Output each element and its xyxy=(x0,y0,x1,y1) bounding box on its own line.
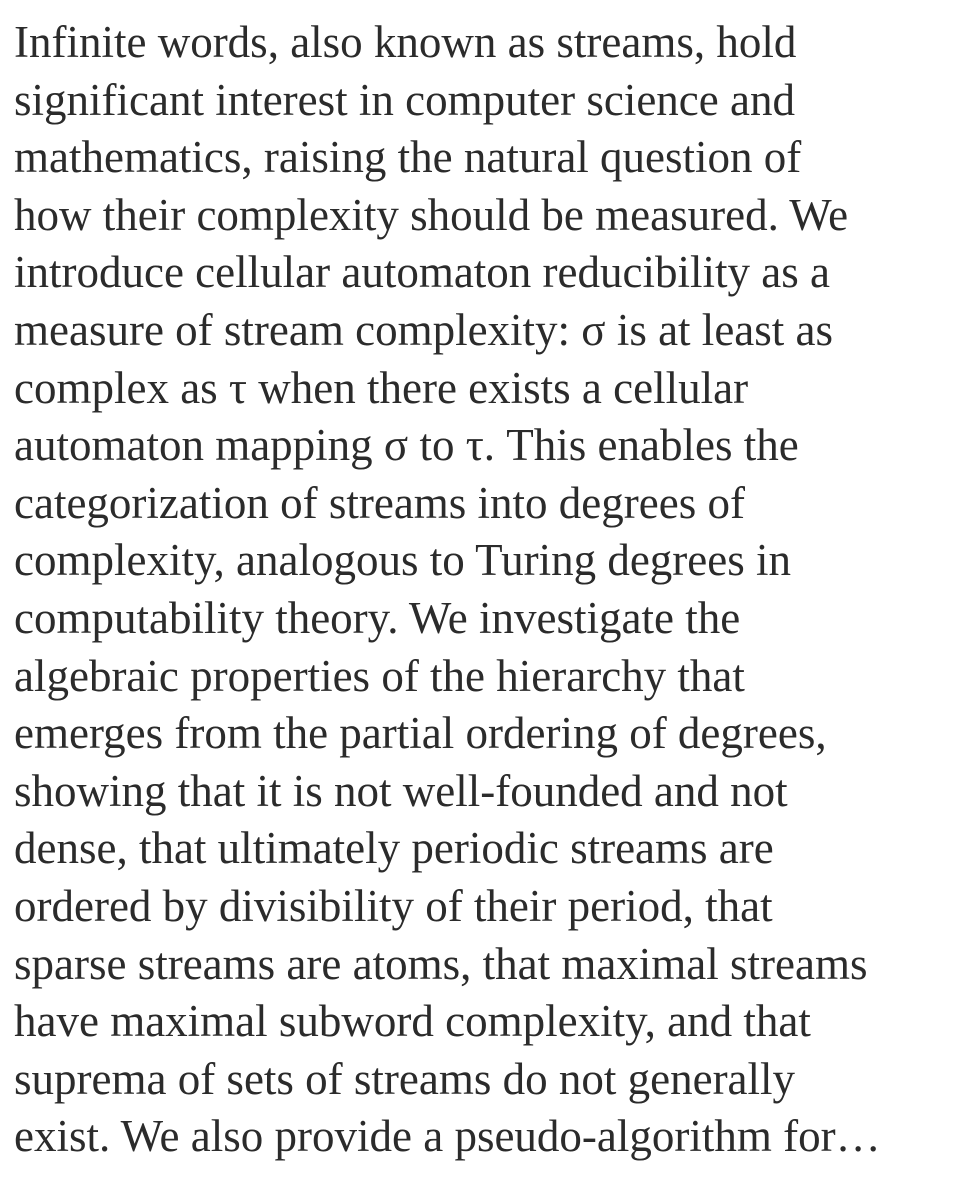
abstract-text: Infinite words, also known as streams, hold significant interest in computer science and mathematics, raising the natural question of how their complexity should be measured. We introduce cellular automaton reducibility as a measure of stream complexity: σ is at least as complex as τ when there exists a cellular automaton mapping σ to τ. This enables the categorization of streams into degrees of complexity, analogous to Turing degrees in computability theory. We investigate the algebraic properties of the hierarchy that emerges from the partial ordering of degrees, showing that it is not well-founded and not dense, that ultimately periodic streams are ordered by divisibility of their period, that sparse streams are atoms, that maximal streams have maximal subword complexity, and that suprema of sets of streams do not generally exist. We also provide a pseudo-algorithm for… xyxy=(14,17,881,1162)
